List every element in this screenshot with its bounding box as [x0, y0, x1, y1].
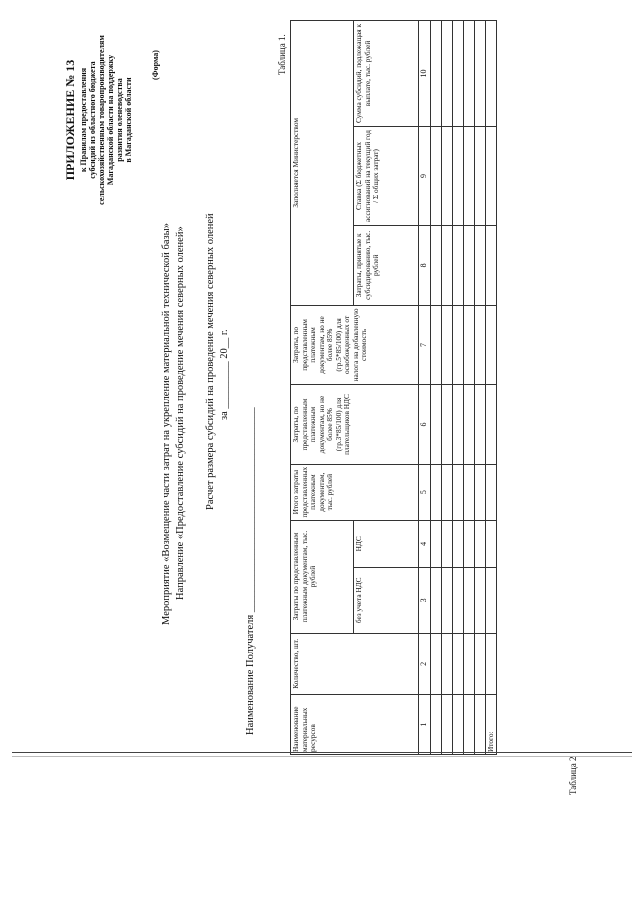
- cell[interactable]: [441, 633, 452, 695]
- cell[interactable]: [441, 520, 452, 568]
- cell[interactable]: [441, 385, 452, 465]
- cell[interactable]: [430, 226, 441, 306]
- cell[interactable]: [463, 305, 474, 385]
- table-row: [430, 21, 441, 755]
- cell[interactable]: [463, 385, 474, 465]
- appendix-line-2: субсидий из областного бюджета: [88, 61, 97, 179]
- appendix-line-6: в Магаданской области: [124, 77, 133, 163]
- subsidy-table: [290, 20, 497, 755]
- col-num-6: 6: [419, 385, 431, 465]
- appendix-line-5: развития оленеводства: [115, 78, 124, 162]
- cell[interactable]: [463, 226, 474, 306]
- cell[interactable]: [463, 21, 474, 127]
- cell[interactable]: [474, 633, 485, 695]
- table-row: [452, 21, 463, 755]
- col-num-8: 8: [419, 226, 431, 306]
- cell[interactable]: [430, 464, 441, 520]
- col-num-9: 9: [419, 126, 431, 225]
- cell[interactable]: [452, 21, 463, 127]
- col-num-3: 3: [419, 568, 431, 633]
- total-label: Итого:: [485, 695, 497, 755]
- cell[interactable]: [430, 305, 441, 385]
- header-total: Итого затраты представленных платежным документам, тыс. рублей: [291, 464, 419, 520]
- col-num-4: 4: [419, 520, 431, 568]
- cell[interactable]: [474, 21, 485, 127]
- appendix-title: ПРИЛОЖЕНИЕ № 13: [63, 59, 77, 181]
- event-line: Мероприятие «Возмещение части затрат на укрепление материальной технической базы»: [161, 223, 172, 625]
- cell[interactable]: [463, 633, 474, 695]
- header-accepted: Затраты, принятые к субсидированию, тыс. рублей: [354, 226, 419, 306]
- cell[interactable]: [485, 568, 497, 633]
- cell[interactable]: [441, 21, 452, 127]
- direction-line: Направление «Предоставление субсидий на проведение мечения северных оленей»: [175, 226, 186, 600]
- calc-title: Расчет размера субсидий на проведение мечения северных оленей: [205, 213, 216, 510]
- table-row: [441, 21, 452, 755]
- header-rate: Ставка (Σ бюджетных ассигнований на текущий год / Σ общих затрат): [354, 126, 419, 225]
- cell[interactable]: [474, 126, 485, 225]
- cell[interactable]: [452, 568, 463, 633]
- period-line: за _________ 20__ г.: [219, 329, 230, 420]
- cell[interactable]: [430, 385, 441, 465]
- cell[interactable]: [485, 21, 497, 127]
- cell[interactable]: [452, 695, 463, 755]
- cell[interactable]: [485, 126, 497, 225]
- form-label: (Форма): [151, 50, 160, 80]
- total-row: [485, 21, 497, 755]
- cell[interactable]: [441, 126, 452, 225]
- col-num-5: 5: [419, 464, 431, 520]
- cell[interactable]: [452, 520, 463, 568]
- cell[interactable]: [474, 226, 485, 306]
- cell[interactable]: [441, 568, 452, 633]
- cell[interactable]: [430, 568, 441, 633]
- cell[interactable]: [463, 568, 474, 633]
- cell[interactable]: [441, 226, 452, 306]
- col-num-1: 1: [419, 695, 431, 755]
- cell[interactable]: [485, 633, 497, 695]
- table1-label: Таблица 1.: [277, 34, 287, 75]
- cell[interactable]: [474, 464, 485, 520]
- table-row: [463, 21, 474, 755]
- cell[interactable]: [485, 520, 497, 568]
- col-num-7: 7: [419, 305, 431, 385]
- cell[interactable]: [430, 520, 441, 568]
- cell[interactable]: [474, 695, 485, 755]
- table-row: [474, 21, 485, 755]
- header-no-vat: без учета НДС: [354, 568, 419, 633]
- cell[interactable]: [485, 385, 497, 465]
- cell[interactable]: [474, 385, 485, 465]
- header-qty: Количество, шт.: [291, 633, 419, 695]
- col-num-2: 2: [419, 633, 431, 695]
- cell[interactable]: [474, 568, 485, 633]
- cell[interactable]: [474, 520, 485, 568]
- appendix-line-1: к Правилам предоставления: [79, 67, 88, 173]
- recipient-line: Наименование Получателя _______________________________________: [245, 407, 256, 735]
- cell[interactable]: [474, 305, 485, 385]
- appendix-line-4: Магаданской области на поддержку: [106, 54, 115, 186]
- cell[interactable]: [452, 633, 463, 695]
- cell[interactable]: [463, 520, 474, 568]
- cell[interactable]: [430, 126, 441, 225]
- header-vat: НДС: [354, 520, 419, 568]
- cell[interactable]: [485, 226, 497, 306]
- cell[interactable]: [485, 464, 497, 520]
- header-ministry: Заполняется Министерством: [291, 21, 354, 306]
- column-number-row: [419, 21, 431, 755]
- col-num-10: 10: [419, 21, 431, 127]
- cell[interactable]: [485, 305, 497, 385]
- cell[interactable]: [441, 464, 452, 520]
- cell[interactable]: [441, 695, 452, 755]
- cell[interactable]: [452, 126, 463, 225]
- cell[interactable]: [463, 126, 474, 225]
- header-costs: Затраты по представленным платежным документам, тыс. рублей: [291, 520, 354, 633]
- cell[interactable]: [463, 695, 474, 755]
- cell[interactable]: [441, 305, 452, 385]
- cell[interactable]: [452, 226, 463, 306]
- header-85-novat: Затраты, по представленным платежным документам, но не более 85% (гр.5*85/100) для освобожденных от налога на добавленную стоимость: [291, 305, 419, 385]
- cell[interactable]: [430, 695, 441, 755]
- header-85-vat: Затраты, по представленным платежным документам, но не более 85% (гр.3*85/100) для плательщиков НДС: [291, 385, 419, 465]
- appendix-line-3: сельскохозяйственным товаропроизводителям: [97, 35, 106, 205]
- cell[interactable]: [452, 464, 463, 520]
- header-name: Наименование материальных ресурсов: [291, 695, 419, 755]
- page-divider-shadow: [12, 756, 632, 757]
- cell[interactable]: [452, 385, 463, 465]
- cell[interactable]: [430, 633, 441, 695]
- rotated-content: [55, 15, 520, 755]
- cell[interactable]: [452, 305, 463, 385]
- table2-label: Таблица 2: [568, 756, 578, 795]
- cell[interactable]: [463, 464, 474, 520]
- page-divider: [12, 752, 632, 753]
- header-sum: Сумма субсидий, подлежащая к выплате, тыс. рублей: [354, 21, 419, 127]
- cell[interactable]: [430, 21, 441, 127]
